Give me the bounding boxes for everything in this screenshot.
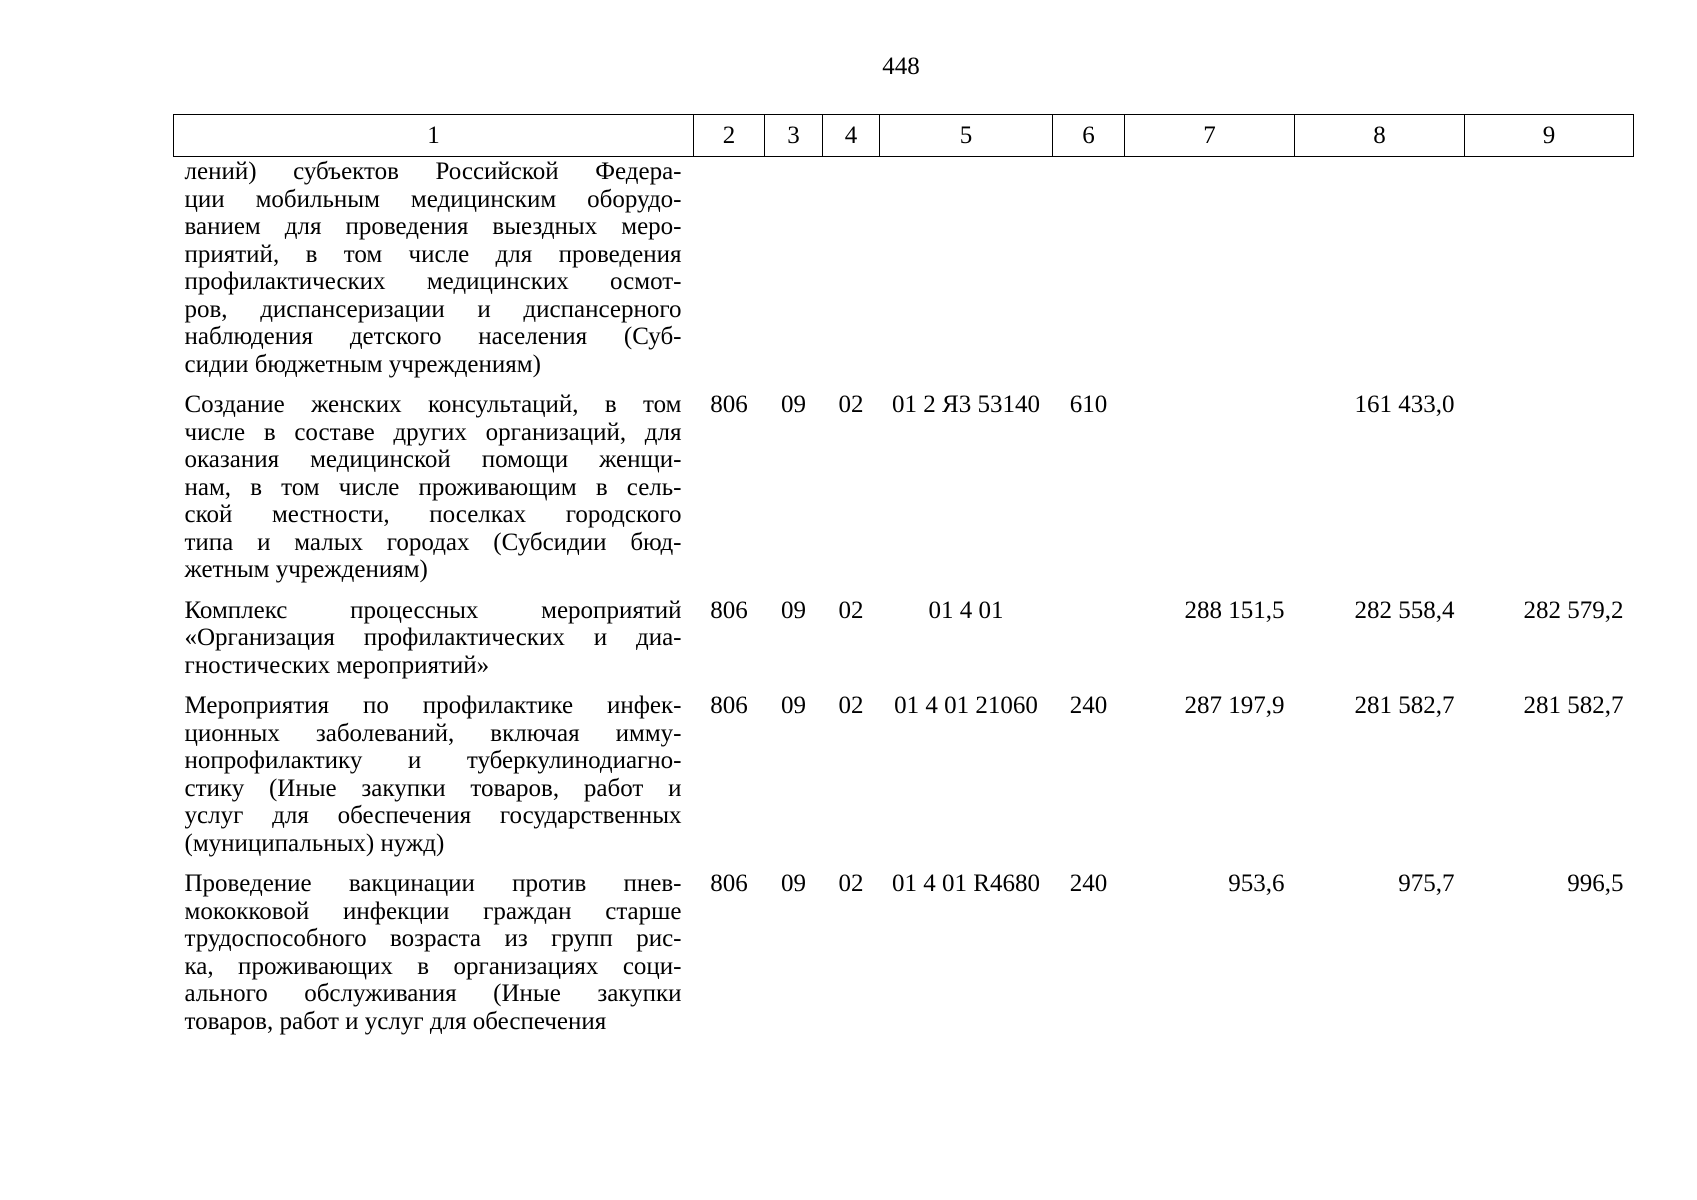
item-name-line: Создание женских консультаций, в том (184, 391, 682, 418)
header-col-5: 5 (880, 115, 1053, 157)
item-name-line: ров, диспансеризации и диспансерного (184, 295, 682, 323)
cell-subsection: 02 (838, 391, 864, 418)
cell-amount-1 (1125, 157, 1295, 392)
cell-grbs: 806 (710, 391, 748, 418)
cell-target-article: 01 4 01 R4680 (892, 870, 1040, 897)
cell-grbs (694, 157, 765, 392)
item-name-line: гностических мероприятий» (184, 651, 490, 679)
cell-amount-1: 288 151,5 (1184, 596, 1285, 624)
cell-amount-2: 161 433,0 (1354, 391, 1455, 418)
item-name-line: ванием для проведения выездных меро- (184, 213, 682, 240)
item-name-line: приятий, в том числе для проведения (184, 240, 682, 268)
item-name-line: нам, в том числе проживающим в сель- (184, 473, 682, 501)
cell-item-name (174, 391, 694, 597)
table-row (174, 157, 1634, 392)
cell-section: 09 (781, 870, 806, 897)
table-row (174, 692, 1634, 870)
cell-subsection: 02 (838, 870, 864, 897)
cell-item-name (174, 870, 694, 1048)
cell-amount-2: 281 582,7 (1354, 692, 1455, 719)
table-row (174, 391, 1634, 597)
header-col-7: 7 (1125, 115, 1295, 157)
cell-target-article: 01 4 01 (928, 596, 1004, 624)
cell-amount-3: 996,5 (1567, 870, 1624, 897)
cell-subsection: 02 (838, 596, 864, 624)
cell-amount-3 (1465, 157, 1634, 392)
cell-amount-2: 282 558,4 (1354, 596, 1455, 624)
item-name-line: товаров, работ и услуг для обеспечения (184, 1007, 607, 1035)
budget-table (173, 114, 1634, 1048)
cell-amount-3: 281 582,7 (1523, 692, 1624, 719)
table-row (174, 597, 1634, 693)
cell-expense-type: 240 (1069, 870, 1108, 897)
cell-amount-1: 287 197,9 (1184, 692, 1285, 719)
item-name-line: ального обслуживания (Иные закупки (184, 980, 682, 1007)
item-name-line: мококковой инфекции граждан старше (184, 897, 682, 925)
item-name-line: лений) субъектов Российской Федера- (184, 158, 682, 185)
item-name-line: стику (Иные закупки товаров, работ и (184, 774, 682, 802)
cell-item-name (174, 692, 694, 870)
header-col-2: 2 (694, 115, 765, 157)
item-name-line: наблюдения детского населения (Суб- (184, 323, 682, 350)
header-col-9: 9 (1465, 115, 1634, 157)
cell-subsection (823, 157, 880, 392)
item-name-line: услуг для обеспечения государственных (184, 802, 682, 829)
item-name-line: ционных заболеваний, включая имму- (184, 719, 682, 747)
item-name-line: (муниципальных) нужд) (184, 829, 445, 857)
cell-target-article: 01 2 Я3 53140 (892, 391, 1040, 418)
item-name-line: трудоспособного возраста из групп рис- (184, 925, 682, 952)
item-name-line: Мероприятия по профилактике инфек- (184, 692, 682, 719)
cell-grbs: 806 (710, 692, 748, 719)
cell-target-article: 01 4 01 21060 (894, 692, 1038, 719)
cell-section: 09 (781, 391, 806, 418)
cell-amount-1: 953,6 (1228, 870, 1285, 897)
cell-expense-type (1053, 157, 1125, 392)
item-name-line: ка, проживающих в организациях соци- (184, 952, 682, 980)
item-name-line: типа и малых городах (Субсидии бюд- (184, 528, 682, 556)
cell-expense-type: 610 (1069, 391, 1108, 418)
cell-section (765, 157, 823, 392)
header-col-4: 4 (823, 115, 880, 157)
item-name-line: жетным учреждениям) (184, 556, 428, 583)
item-name-line: нопрофилактику и туберкулинодиагно- (184, 747, 682, 774)
cell-grbs: 806 (710, 870, 748, 897)
cell-amount-3: 282 579,2 (1523, 596, 1624, 624)
item-name-line: числе в составе других организаций, для (184, 418, 682, 446)
cell-target-article (880, 157, 1053, 392)
item-name-line: ции мобильным медицинским оборудо- (184, 185, 682, 213)
page-number: 448 (882, 53, 920, 80)
cell-subsection: 02 (838, 692, 864, 719)
cell-item-name (174, 157, 694, 392)
cell-section: 09 (781, 692, 806, 719)
cell-section: 09 (781, 596, 806, 624)
item-name-line: Комплекс процессных мероприятий (184, 596, 682, 624)
header-col-3: 3 (765, 115, 823, 157)
cell-amount-3 (1465, 391, 1634, 597)
header-col-6: 6 (1053, 115, 1125, 157)
table-header (174, 115, 1634, 157)
cell-expense-type (1053, 597, 1125, 693)
cell-amount-2: 975,7 (1398, 870, 1455, 897)
item-name-line: оказания медицинской помощи женщи- (184, 446, 682, 473)
item-name-line: профилактических медицинских осмот- (184, 268, 682, 295)
header-col-1: 1 (174, 115, 694, 157)
cell-expense-type: 240 (1069, 692, 1108, 719)
cell-grbs: 806 (710, 596, 748, 624)
cell-amount-1 (1125, 391, 1295, 597)
item-name-line: сидии бюджетным учреждениям) (184, 350, 541, 378)
item-name-line: «Организация профилактических и диа- (184, 624, 682, 651)
cell-item-name (174, 597, 694, 693)
item-name-line: Проведение вакцинации против пнев- (184, 870, 682, 897)
header-row (174, 115, 1634, 157)
item-name-line: ской местности, поселках городского (184, 501, 682, 528)
header-col-8: 8 (1295, 115, 1465, 157)
cell-amount-2 (1295, 157, 1465, 392)
table-row (174, 870, 1634, 1048)
table-body (174, 157, 1634, 1049)
